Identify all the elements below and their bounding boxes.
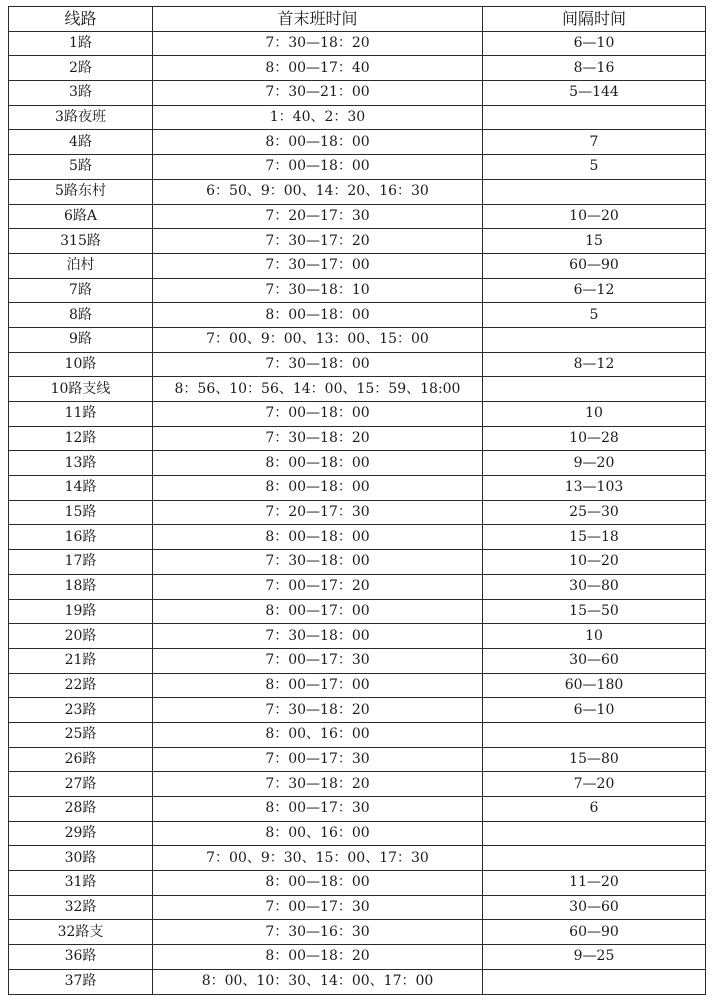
route-name-cell: 23路 [9, 698, 153, 723]
route-name-cell: 20路 [9, 624, 153, 649]
table-row [9, 426, 706, 451]
route-name-cell: 14路 [9, 476, 153, 501]
route-name-cell: 12路 [9, 426, 153, 451]
route-name-cell: 3路 [9, 81, 153, 106]
route-name-cell: 17路 [9, 550, 153, 575]
table-row [9, 179, 706, 204]
route-name-cell: 4路 [9, 130, 153, 155]
service-time-cell: 8：00—18：00 [153, 303, 483, 328]
table-row [9, 722, 706, 747]
interval-cell [483, 105, 706, 130]
route-name-cell: 18路 [9, 574, 153, 599]
interval-cell: 10—28 [483, 426, 706, 451]
route-name-cell: 3路夜班 [9, 105, 153, 130]
route-name-cell: 1路 [9, 31, 153, 56]
table-header-row [9, 7, 706, 32]
service-time-cell: 7：00—17：20 [153, 574, 483, 599]
interval-cell [483, 846, 706, 871]
route-name-cell: 10路支线 [9, 377, 153, 402]
service-time-cell: 8：00—18：00 [153, 451, 483, 476]
route-name-cell: 泊村 [9, 253, 153, 278]
table-row [9, 624, 706, 649]
service-time-cell: 7：00、9：00、13：00、15：00 [153, 327, 483, 352]
service-time-cell: 7：30—18：00 [153, 352, 483, 377]
table-row [9, 871, 706, 896]
route-name-cell: 36路 [9, 945, 153, 970]
interval-cell: 15—80 [483, 747, 706, 772]
service-time-cell: 7：30—18：10 [153, 278, 483, 303]
interval-cell [483, 722, 706, 747]
header-route: 线路 [9, 7, 153, 32]
interval-cell: 60—90 [483, 253, 706, 278]
service-time-cell: 8：00—18：00 [153, 525, 483, 550]
table-row [9, 155, 706, 180]
interval-cell [483, 179, 706, 204]
service-time-cell: 6：50、9：00、14：20、16：30 [153, 179, 483, 204]
route-name-cell: 28路 [9, 797, 153, 822]
route-name-cell: 32路支 [9, 920, 153, 945]
service-time-cell: 8：00—17：00 [153, 673, 483, 698]
service-time-cell: 8：00—17：30 [153, 797, 483, 822]
table-row [9, 402, 706, 427]
service-time-cell: 8：00—17：40 [153, 56, 483, 81]
interval-cell: 6 [483, 797, 706, 822]
interval-cell: 25—30 [483, 500, 706, 525]
table-row [9, 229, 706, 254]
service-time-cell: 7：30—18：00 [153, 624, 483, 649]
interval-cell: 9—25 [483, 945, 706, 970]
table-row [9, 56, 706, 81]
interval-cell [483, 377, 706, 402]
interval-cell: 30—80 [483, 574, 706, 599]
service-time-cell: 7：30—18：20 [153, 698, 483, 723]
service-time-cell: 7：00—17：30 [153, 895, 483, 920]
service-time-cell: 7：30—18：20 [153, 426, 483, 451]
service-time-cell: 7：00、9：30、15：00、17：30 [153, 846, 483, 871]
table-row [9, 525, 706, 550]
service-time-cell: 8：00—17：00 [153, 599, 483, 624]
interval-cell: 13—103 [483, 476, 706, 501]
interval-cell: 7 [483, 130, 706, 155]
interval-cell: 10—20 [483, 204, 706, 229]
service-time-cell: 8：00、16：00 [153, 821, 483, 846]
service-time-cell: 7：20—17：30 [153, 204, 483, 229]
table-body [9, 31, 706, 994]
route-name-cell: 6路A [9, 204, 153, 229]
bus-schedule-table [8, 6, 706, 995]
service-time-cell: 8：00、10：30、14：00、17：00 [153, 969, 483, 994]
interval-cell: 15 [483, 229, 706, 254]
interval-cell: 5—144 [483, 81, 706, 106]
table-row [9, 105, 706, 130]
route-name-cell: 15路 [9, 500, 153, 525]
service-time-cell: 8：00—18：00 [153, 130, 483, 155]
route-name-cell: 19路 [9, 599, 153, 624]
route-name-cell: 29路 [9, 821, 153, 846]
interval-cell: 10 [483, 624, 706, 649]
service-time-cell: 1：40、2：30 [153, 105, 483, 130]
service-time-cell: 8：00—18：00 [153, 476, 483, 501]
table-row [9, 747, 706, 772]
table-row [9, 895, 706, 920]
service-time-cell: 7：20—17：30 [153, 500, 483, 525]
table-row [9, 797, 706, 822]
interval-cell: 10—20 [483, 550, 706, 575]
table-row [9, 253, 706, 278]
route-name-cell: 37路 [9, 969, 153, 994]
table-row [9, 821, 706, 846]
service-time-cell: 7：00—17：30 [153, 747, 483, 772]
route-name-cell: 2路 [9, 56, 153, 81]
table-row [9, 920, 706, 945]
interval-cell: 10 [483, 402, 706, 427]
route-name-cell: 7路 [9, 278, 153, 303]
interval-cell: 6—10 [483, 31, 706, 56]
interval-cell: 60—90 [483, 920, 706, 945]
table-row [9, 945, 706, 970]
interval-cell [483, 969, 706, 994]
table-row [9, 599, 706, 624]
route-name-cell: 32路 [9, 895, 153, 920]
table-row [9, 500, 706, 525]
interval-cell: 6—12 [483, 278, 706, 303]
route-name-cell: 5路 [9, 155, 153, 180]
route-name-cell: 27路 [9, 772, 153, 797]
interval-cell [483, 821, 706, 846]
table-row [9, 698, 706, 723]
interval-cell: 5 [483, 155, 706, 180]
service-time-cell: 7：30—16：30 [153, 920, 483, 945]
interval-cell: 6—10 [483, 698, 706, 723]
service-time-cell: 7：30—17：00 [153, 253, 483, 278]
table-row [9, 204, 706, 229]
interval-cell: 8—12 [483, 352, 706, 377]
service-time-cell: 7：30—18：00 [153, 550, 483, 575]
route-name-cell: 22路 [9, 673, 153, 698]
service-time-cell: 7：00—18：00 [153, 402, 483, 427]
service-time-cell: 8：56、10：56、14：00、15：59、18:00 [153, 377, 483, 402]
service-time-cell: 7：30—17：20 [153, 229, 483, 254]
table-row [9, 772, 706, 797]
route-name-cell: 16路 [9, 525, 153, 550]
service-time-cell: 8：00、16：00 [153, 722, 483, 747]
route-name-cell: 26路 [9, 747, 153, 772]
interval-cell [483, 327, 706, 352]
service-time-cell: 7：00—17：30 [153, 648, 483, 673]
route-name-cell: 30路 [9, 846, 153, 871]
service-time-cell: 7：30—21：00 [153, 81, 483, 106]
route-name-cell: 315路 [9, 229, 153, 254]
interval-cell: 30—60 [483, 648, 706, 673]
service-time-cell: 7：30—18：20 [153, 31, 483, 56]
service-time-cell: 7：00—18：00 [153, 155, 483, 180]
table-row [9, 377, 706, 402]
table-row [9, 846, 706, 871]
table-row [9, 969, 706, 994]
service-time-cell: 8：00—18：20 [153, 945, 483, 970]
route-name-cell: 31路 [9, 871, 153, 896]
service-time-cell: 8：00—18：00 [153, 871, 483, 896]
route-name-cell: 10路 [9, 352, 153, 377]
table-row [9, 451, 706, 476]
table-row [9, 303, 706, 328]
table-row [9, 550, 706, 575]
table-row [9, 476, 706, 501]
table-row [9, 574, 706, 599]
header-interval: 间隔时间 [483, 7, 706, 32]
table-row [9, 130, 706, 155]
table-row [9, 327, 706, 352]
header-first-last-time: 首末班时间 [153, 7, 483, 32]
route-name-cell: 5路东村 [9, 179, 153, 204]
table-row [9, 278, 706, 303]
interval-cell: 15—50 [483, 599, 706, 624]
table-row [9, 31, 706, 56]
route-name-cell: 11路 [9, 402, 153, 427]
route-name-cell: 25路 [9, 722, 153, 747]
table-row [9, 352, 706, 377]
service-time-cell: 7：30—18：20 [153, 772, 483, 797]
interval-cell: 30—60 [483, 895, 706, 920]
interval-cell: 11—20 [483, 871, 706, 896]
route-name-cell: 9路 [9, 327, 153, 352]
interval-cell: 8—16 [483, 56, 706, 81]
interval-cell: 60—180 [483, 673, 706, 698]
table-row [9, 648, 706, 673]
route-name-cell: 21路 [9, 648, 153, 673]
table-row [9, 673, 706, 698]
interval-cell: 15—18 [483, 525, 706, 550]
interval-cell: 7—20 [483, 772, 706, 797]
interval-cell: 9—20 [483, 451, 706, 476]
interval-cell: 5 [483, 303, 706, 328]
table-row [9, 81, 706, 106]
route-name-cell: 8路 [9, 303, 153, 328]
route-name-cell: 13路 [9, 451, 153, 476]
